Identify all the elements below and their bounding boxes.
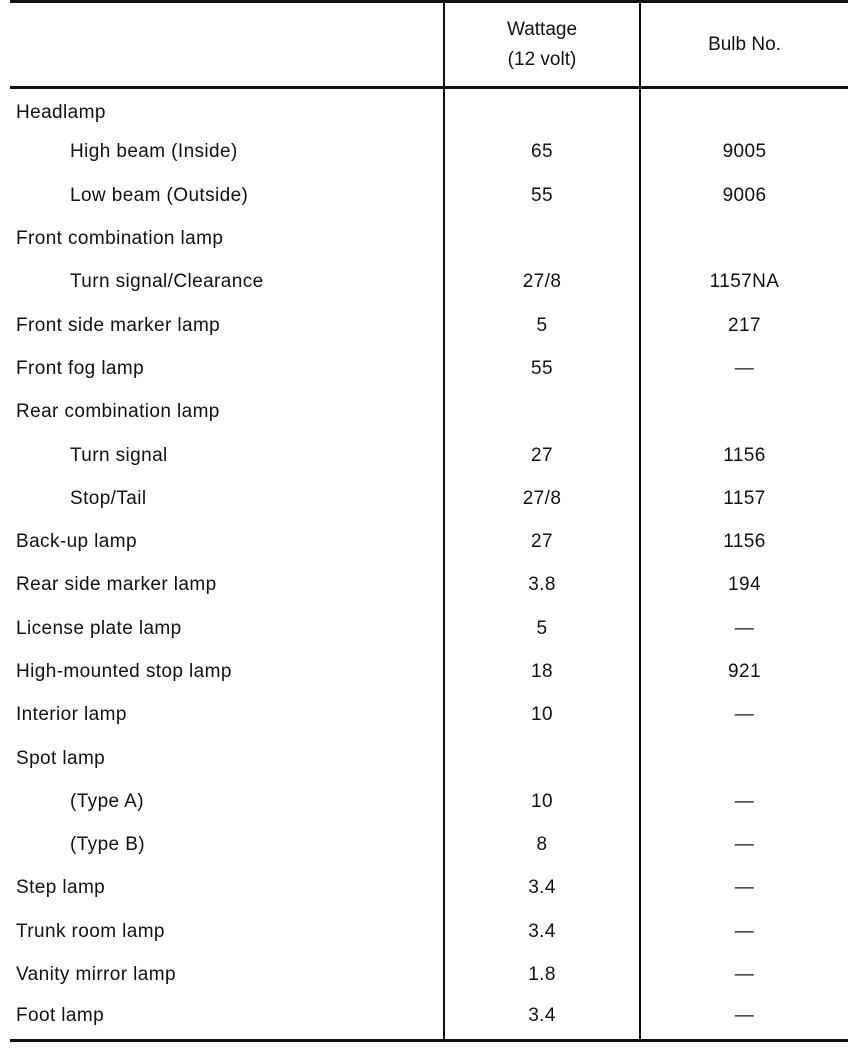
table-row: [10, 607, 848, 650]
wattage-cell: [444, 217, 640, 260]
table-row: [10, 737, 848, 780]
bulb-number-cell: —: [734, 964, 755, 986]
table-row: [10, 520, 848, 563]
table-row: [10, 564, 848, 607]
wattage-cell: 5: [444, 304, 640, 347]
bulb-number-cell: 194: [728, 574, 761, 596]
lamp-name-cell: High beam (Inside): [10, 131, 444, 174]
lamp-name-cell: Rear side marker lamp: [10, 564, 444, 607]
lamp-name-cell: Interior lamp: [10, 694, 444, 737]
header-item: [10, 2, 444, 88]
wattage-cell: 3.4: [444, 867, 640, 910]
bulb-number-cell: —: [734, 834, 755, 856]
table-header: [10, 2, 848, 88]
wattage-cell: 55: [444, 174, 640, 217]
bulb-number-cell: [640, 217, 848, 260]
wattage-cell: 10: [444, 694, 640, 737]
lamp-name-cell: Turn signal/Clearance: [10, 261, 444, 304]
bulb-number-cell: 9006: [722, 184, 767, 206]
lamp-name-cell: License plate lamp: [10, 607, 444, 650]
bulb-specification-table: [10, 0, 848, 1042]
lamp-name-cell: Rear combination lamp: [10, 391, 444, 434]
header-wattage-label: Wattage: [506, 18, 578, 40]
table-row: [10, 217, 848, 260]
header-row: [10, 2, 848, 88]
lamp-name-cell: Step lamp: [10, 867, 444, 910]
lamp-name-cell: Stop/Tail: [10, 477, 444, 520]
wattage-cell: [444, 737, 640, 780]
bulb-number-cell: 921: [728, 661, 761, 682]
wattage-cell: 8: [444, 824, 640, 867]
lamp-name-cell: Low beam (Outside): [10, 174, 444, 217]
wattage-cell: 5: [444, 607, 640, 650]
wattage-cell: 3.4: [444, 910, 640, 953]
table-row: [10, 477, 848, 520]
table-row: [10, 391, 848, 434]
bulb-number-cell: —: [640, 997, 848, 1040]
wattage-cell: 55: [444, 347, 640, 390]
wattage-cell: [444, 88, 640, 131]
lamp-name-cell: Back-up lamp: [10, 520, 444, 563]
table-row: [10, 780, 848, 823]
lamp-name-cell: Trunk room lamp: [10, 910, 444, 953]
table-row: [10, 694, 848, 737]
table-row: [10, 131, 848, 174]
table-row: [10, 434, 848, 477]
wattage-cell: 10: [444, 780, 640, 823]
bulb-number-cell: —: [734, 357, 755, 379]
table-row: [10, 824, 848, 867]
bulb-number-cell: [640, 391, 848, 434]
table-row: [10, 347, 848, 390]
wattage-cell: 18: [444, 650, 640, 693]
wattage-cell: 27: [444, 434, 640, 477]
bulb-number-cell: —: [734, 920, 755, 942]
wattage-cell: 27/8: [444, 477, 640, 520]
wattage-cell: [444, 391, 640, 434]
table-row: [10, 650, 848, 693]
table-row: [10, 261, 848, 304]
wattage-cell: 3.4: [444, 997, 640, 1040]
bulb-number-cell: —: [734, 790, 755, 812]
table-row: [10, 910, 848, 953]
lamp-name-cell: Spot lamp: [10, 737, 444, 780]
lamp-name-cell: (Type A): [10, 780, 444, 823]
lamp-name-cell: Turn signal: [10, 434, 444, 477]
bulb-specification-sheet: [10, 0, 848, 1052]
header-bulb-number: Bulb No.: [640, 2, 848, 88]
bulb-number-cell: [640, 88, 848, 131]
table-row: [10, 304, 848, 347]
lamp-name-cell: Front combination lamp: [10, 217, 444, 260]
wattage-cell: 27: [444, 520, 640, 563]
header-wattage: [444, 2, 640, 88]
lamp-name-cell: (Type B): [10, 824, 444, 867]
lamp-name-cell: Front side marker lamp: [10, 304, 444, 347]
table-row: [10, 174, 848, 217]
lamp-name-cell: Front fog lamp: [10, 347, 444, 390]
bulb-number-cell: —: [734, 617, 755, 639]
bulb-number-cell: 9005: [722, 141, 767, 163]
lamp-name-cell: Vanity mirror lamp: [10, 953, 444, 996]
wattage-cell: 65: [444, 131, 640, 174]
lamp-name-cell: High-mounted stop lamp: [10, 650, 444, 693]
table-body: [10, 88, 848, 1041]
table-row: [10, 953, 848, 996]
table-row: [10, 867, 848, 910]
header-wattage-unit: (12 volt): [507, 48, 577, 70]
bulb-number-cell: —: [734, 704, 755, 726]
wattage-cell: 27/8: [444, 261, 640, 304]
lamp-name-cell: Headlamp: [10, 88, 444, 131]
bulb-number-cell: —: [734, 877, 755, 899]
wattage-cell: 1.8: [444, 953, 640, 996]
bulb-number-cell: 1156: [723, 444, 766, 466]
bulb-number-cell: [640, 737, 848, 780]
table-row: [10, 88, 848, 131]
bulb-number-cell: 217: [728, 314, 761, 336]
table-row: [10, 997, 848, 1040]
bulb-number-cell: 1156: [723, 531, 766, 553]
bulb-number-cell: 1157NA: [709, 271, 780, 293]
wattage-cell: 3.8: [444, 564, 640, 607]
lamp-name-cell: Foot lamp: [10, 997, 444, 1040]
bulb-number-cell: 1157: [723, 487, 766, 509]
